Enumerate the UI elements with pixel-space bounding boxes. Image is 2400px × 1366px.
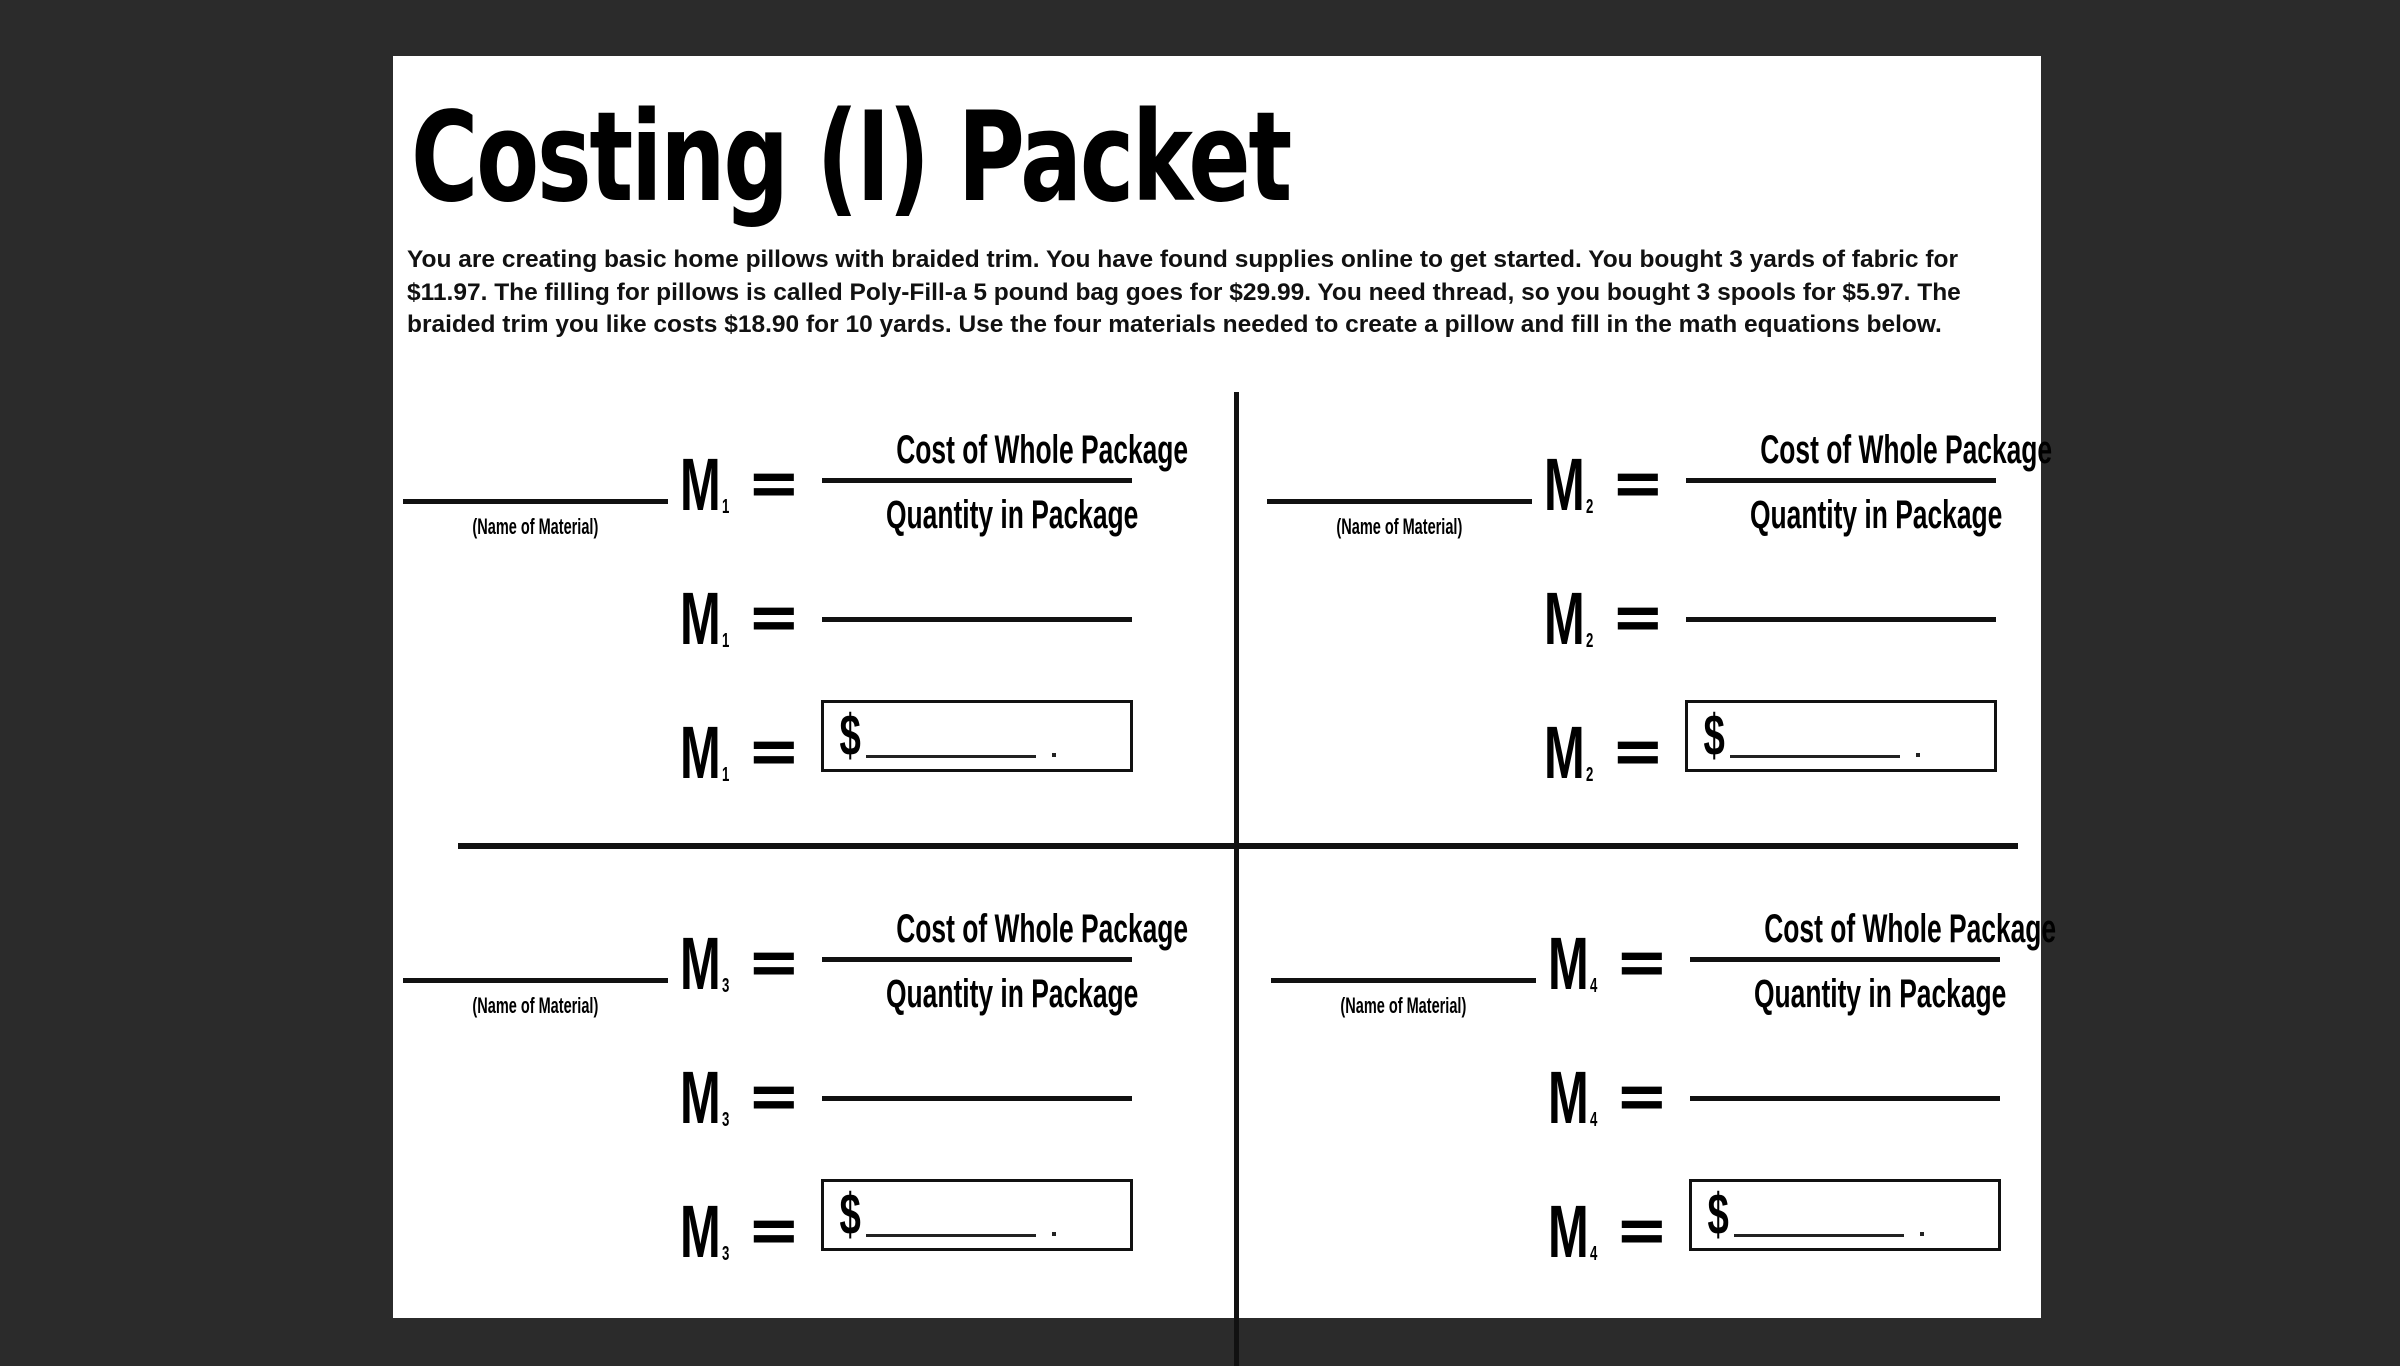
unit-cost-answer-box[interactable] (1689, 1179, 2001, 1251)
dollar-amount-blank[interactable] (1734, 1234, 1904, 1237)
material-name-caption: (Name of Material) (1336, 514, 1463, 539)
dollar-sign: $ (839, 703, 861, 768)
material-equation-block-4 (1253, 879, 2057, 1349)
material-name-blank[interactable] (1271, 978, 1536, 983)
material-variable: $M_2$ (1544, 443, 1594, 526)
material-variable: $M_4$ (1548, 1190, 1598, 1273)
fraction-numerator: Cost of Whole Package (896, 428, 1189, 472)
material-name-blank[interactable] (1267, 499, 1532, 504)
dollar-amount-blank[interactable] (866, 1234, 1036, 1237)
decimal-point-mark (1916, 753, 1920, 757)
substitution-answer-blank[interactable] (1686, 617, 1996, 622)
material-variable: $M_1$ (680, 443, 730, 526)
equals-sign: = (1611, 447, 1665, 521)
material-variable: $M_2$ (1544, 577, 1594, 660)
fraction-denominator: Quantity in Package (885, 972, 1139, 1016)
worksheet-title: Costing (I) Packet (411, 86, 1291, 230)
substitution-answer-blank[interactable] (822, 1096, 1132, 1101)
equals-sign: = (747, 1060, 801, 1134)
material-variable: $M_3$ (680, 922, 730, 1005)
material-variable: $M_3$ (680, 1190, 730, 1273)
decimal-point-mark (1920, 1232, 1924, 1236)
unit-cost-answer-box[interactable] (821, 1179, 1133, 1251)
equals-sign: = (1611, 715, 1665, 789)
material-equation-block-2 (1249, 400, 2053, 870)
material-variable: $M_1$ (680, 711, 730, 794)
dollar-amount-blank[interactable] (866, 755, 1036, 758)
equals-sign: = (747, 715, 801, 789)
decimal-point-mark (1052, 1232, 1056, 1236)
material-name-caption: (Name of Material) (472, 993, 599, 1018)
material-name-caption: (Name of Material) (472, 514, 599, 539)
material-equation-block-1 (385, 400, 1189, 870)
dollar-sign: $ (839, 1182, 861, 1247)
material-name-blank[interactable] (403, 978, 668, 983)
fraction-denominator: Quantity in Package (1749, 493, 2003, 537)
material-variable: $M_2$ (1544, 711, 1594, 794)
material-variable: $M_3$ (680, 1056, 730, 1139)
material-variable: $M_4$ (1548, 1056, 1598, 1139)
material-equation-block-3 (385, 879, 1189, 1349)
substitution-answer-blank[interactable] (1690, 1096, 2000, 1101)
equals-sign: = (747, 447, 801, 521)
equals-sign: = (747, 1194, 801, 1268)
fraction-numerator: Cost of Whole Package (1764, 907, 2057, 951)
fraction-bar (822, 478, 1132, 483)
dollar-sign: $ (1703, 703, 1725, 768)
equals-sign: = (747, 926, 801, 1000)
substitution-answer-blank[interactable] (822, 617, 1132, 622)
equals-sign: = (1615, 926, 1669, 1000)
equals-sign: = (1615, 1060, 1669, 1134)
unit-cost-answer-box[interactable] (1685, 700, 1997, 772)
fraction-bar (1686, 478, 1996, 483)
worksheet-page (393, 56, 2057, 1318)
unit-cost-answer-box[interactable] (821, 700, 1133, 772)
vertical-divider (1234, 392, 1239, 1366)
material-variable: $M_4$ (1548, 922, 1598, 1005)
fraction-numerator: Cost of Whole Package (896, 907, 1189, 951)
dollar-sign: $ (1707, 1182, 1729, 1247)
decimal-point-mark (1052, 753, 1056, 757)
fraction-bar (822, 957, 1132, 962)
dollar-amount-blank[interactable] (1730, 755, 1900, 758)
fraction-numerator: Cost of Whole Package (1760, 428, 2053, 472)
material-name-blank[interactable] (403, 499, 668, 504)
fraction-denominator: Quantity in Package (885, 493, 1139, 537)
fraction-denominator: Quantity in Package (1753, 972, 2007, 1016)
material-variable: $M_1$ (680, 577, 730, 660)
fraction-bar (1690, 957, 2000, 962)
equals-sign: = (1611, 581, 1665, 655)
equals-sign: = (747, 581, 801, 655)
problem-statement: You are creating basic home pillows with braided trim. You have found supplies online to get started. You bought 3 yards of fabric for $11.97. The filling for pillows is called Poly-Fill-a 5 pound bag goes for $29.99. You need thread, so you bought 3 spools for $5.97. The braided trim you like costs $18.90 for 10 yards. Use the four materials needed to create a pillow and fill in the math equations below. (407, 246, 1961, 338)
material-name-caption: (Name of Material) (1340, 993, 1467, 1018)
equals-sign: = (1615, 1194, 1669, 1268)
